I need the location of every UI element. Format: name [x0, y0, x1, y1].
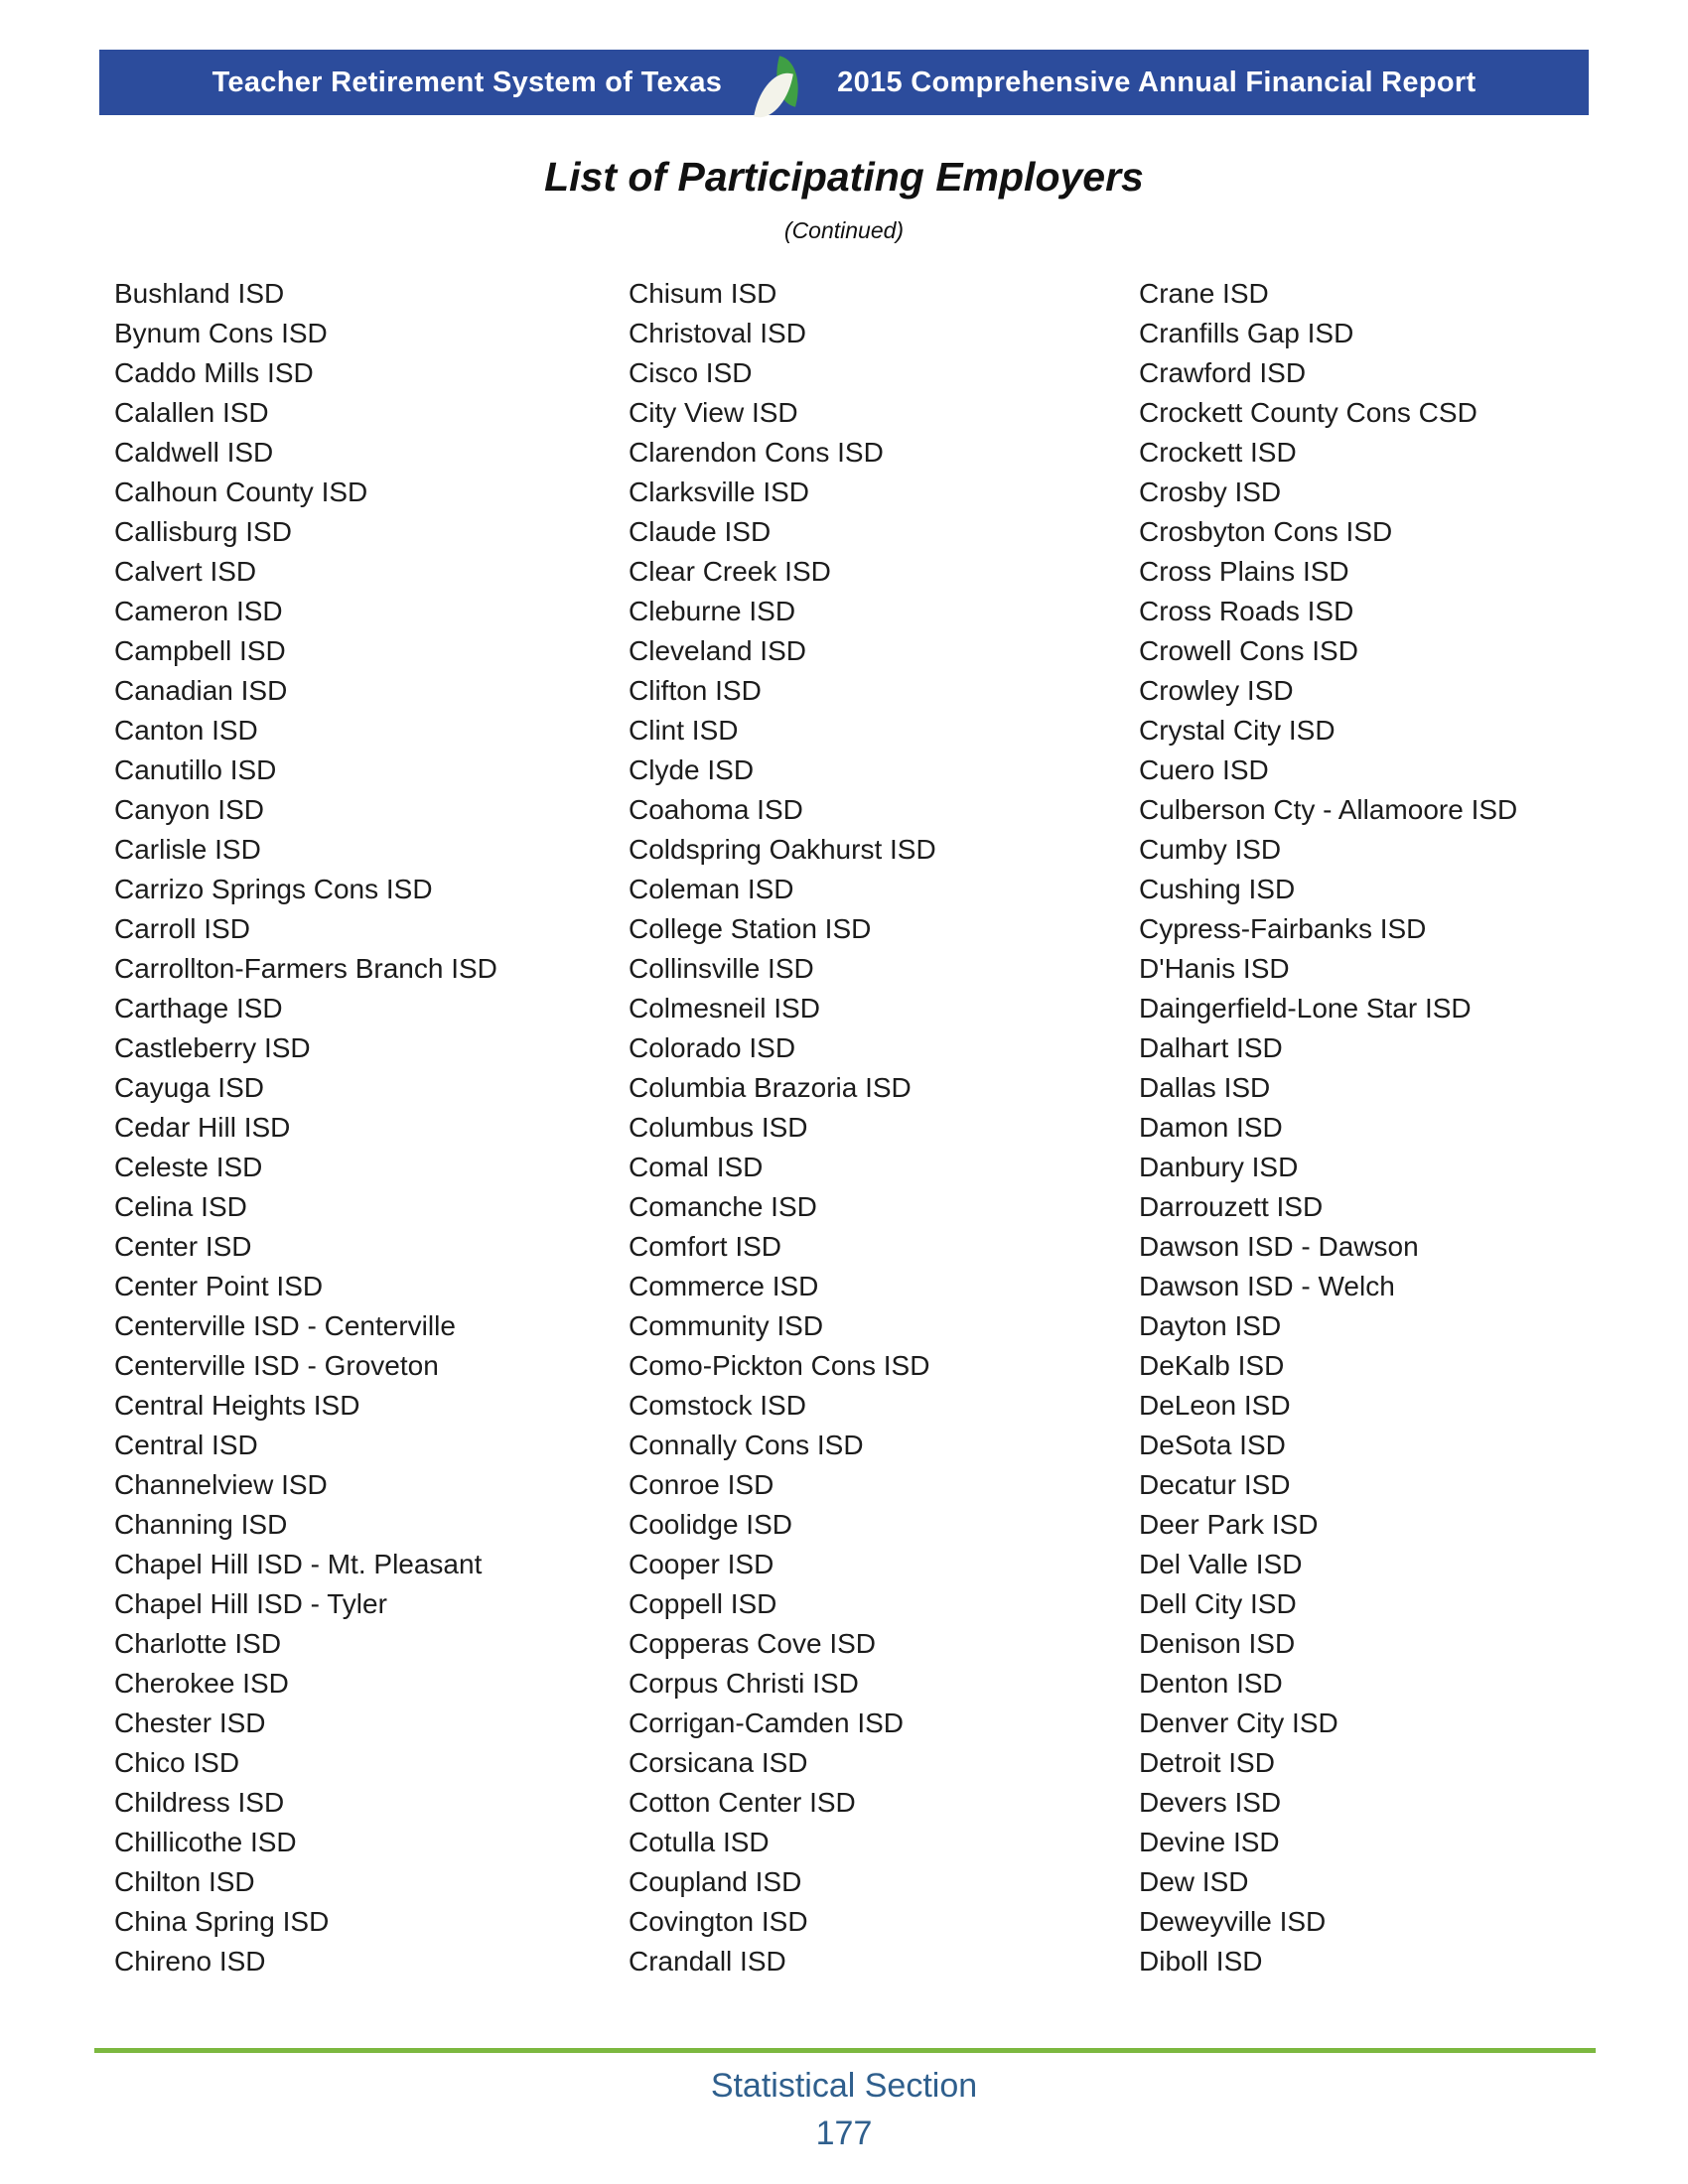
employer-item: Collinsville ISD	[629, 953, 814, 984]
employer-item: City View ISD	[629, 397, 798, 428]
employer-item: Diboll ISD	[1139, 1946, 1263, 1977]
employer-item: Columbia Brazoria ISD	[629, 1072, 912, 1103]
employer-item: Detroit ISD	[1139, 1747, 1275, 1778]
employer-item: DeKalb ISD	[1139, 1350, 1285, 1381]
employer-item: Columbus ISD	[629, 1112, 808, 1143]
footer-section-label: Statistical Section	[710, 2067, 978, 2105]
employer-item: Copperas Cove ISD	[629, 1628, 877, 1659]
employer-item: Cedar Hill ISD	[114, 1112, 291, 1143]
employer-item: Cameron ISD	[114, 596, 283, 626]
employer-item: Chico ISD	[114, 1747, 240, 1778]
employer-item: Clarendon Cons ISD	[629, 437, 884, 468]
employer-item: Decatur ISD	[1139, 1469, 1291, 1500]
employer-item: Connally Cons ISD	[629, 1430, 864, 1460]
employer-item: Carrizo Springs Cons ISD	[114, 874, 433, 904]
employer-item: Childress ISD	[114, 1787, 285, 1818]
employer-item: Crockett ISD	[1139, 437, 1297, 468]
employer-item: Coupland ISD	[629, 1866, 802, 1897]
employer-item: Cleveland ISD	[629, 635, 806, 666]
employer-item: Christoval ISD	[629, 318, 806, 348]
employer-item: Damon ISD	[1139, 1112, 1283, 1143]
employer-item: Dayton ISD	[1139, 1310, 1282, 1341]
footer-divider	[94, 2048, 1596, 2053]
employer-item: Cherokee ISD	[114, 1668, 289, 1699]
employer-item: Chireno ISD	[114, 1946, 266, 1977]
employer-item: Coleman ISD	[629, 874, 794, 904]
employer-item: Crockett County Cons CSD	[1139, 397, 1477, 428]
employer-item: Cayuga ISD	[114, 1072, 264, 1103]
employer-item: Chilton ISD	[114, 1866, 255, 1897]
employer-column-3	[1139, 274, 1517, 1981]
employer-item: Del Valle ISD	[1139, 1549, 1303, 1579]
employer-item: Canyon ISD	[114, 794, 264, 825]
employer-item: Celina ISD	[114, 1191, 247, 1222]
employer-item: Bynum Cons ISD	[114, 318, 328, 348]
employer-item: D'Hanis ISD	[1139, 953, 1290, 984]
employer-item: Coldspring Oakhurst ISD	[629, 834, 936, 865]
employer-item: China Spring ISD	[114, 1906, 330, 1937]
employer-item: Dawson ISD - Welch	[1139, 1271, 1395, 1301]
employer-item: Deer Park ISD	[1139, 1509, 1319, 1540]
employer-item: Coolidge ISD	[629, 1509, 792, 1540]
employer-column-2	[629, 274, 936, 1981]
employer-item: DeSota ISD	[1139, 1430, 1286, 1460]
employer-item: Cypress-Fairbanks ISD	[1139, 913, 1427, 944]
employer-item: Daingerfield-Lone Star ISD	[1139, 993, 1472, 1024]
employer-item: Clint ISD	[629, 715, 739, 746]
leaf-logo-icon	[756, 59, 803, 122]
employer-item: Cuero ISD	[1139, 754, 1269, 785]
employer-item: Devine ISD	[1139, 1827, 1280, 1857]
employer-item: Crowley ISD	[1139, 675, 1294, 706]
employer-item: Cross Plains ISD	[1139, 556, 1349, 587]
employer-item: Chisum ISD	[629, 278, 777, 309]
employer-item: Dawson ISD - Dawson	[1139, 1231, 1419, 1262]
employer-item: Centerville ISD - Groveton	[114, 1350, 439, 1381]
employer-item: Central ISD	[114, 1430, 258, 1460]
employer-item: Crowell Cons ISD	[1139, 635, 1358, 666]
employer-item: Chapel Hill ISD - Tyler	[114, 1588, 387, 1619]
employer-item: Corsicana ISD	[629, 1747, 808, 1778]
employer-item: Colmesneil ISD	[629, 993, 820, 1024]
employer-item: Castleberry ISD	[114, 1032, 311, 1063]
employer-item: Cross Roads ISD	[1139, 596, 1354, 626]
employer-item: Cranfills Gap ISD	[1139, 318, 1354, 348]
employer-item: Cumby ISD	[1139, 834, 1282, 865]
employer-item: Canutillo ISD	[114, 754, 277, 785]
employer-item: Culberson Cty - Allamoore ISD	[1139, 794, 1518, 825]
employer-item: Canton ISD	[114, 715, 258, 746]
employer-item: Caddo Mills ISD	[114, 357, 314, 388]
employer-item: Canadian ISD	[114, 675, 288, 706]
employer-item: Claude ISD	[629, 516, 772, 547]
employer-item: Celeste ISD	[114, 1152, 263, 1182]
employer-item: Comal ISD	[629, 1152, 764, 1182]
footer-page-number: 177	[815, 2115, 873, 2152]
employer-item: Commerce ISD	[629, 1271, 819, 1301]
employer-item: Conroe ISD	[629, 1469, 774, 1500]
employer-item: Dell City ISD	[1139, 1588, 1297, 1619]
employer-item: Danbury ISD	[1139, 1152, 1299, 1182]
employer-item: Center Point ISD	[114, 1271, 324, 1301]
employer-item: Clyde ISD	[629, 754, 755, 785]
employer-item: Community ISD	[629, 1310, 824, 1341]
employer-item: Denver City ISD	[1139, 1707, 1338, 1738]
page-subtitle: (Continued)	[783, 217, 905, 243]
employer-item: Centerville ISD - Centerville	[114, 1310, 456, 1341]
employer-item: Chester ISD	[114, 1707, 266, 1738]
employer-item: Colorado ISD	[629, 1032, 796, 1063]
employer-item: Dallas ISD	[1139, 1072, 1271, 1103]
employer-item: Central Heights ISD	[114, 1390, 360, 1421]
employer-item: Denton ISD	[1139, 1668, 1283, 1699]
employer-item: Carrollton-Farmers Branch ISD	[114, 953, 497, 984]
employer-item: Cotulla ISD	[629, 1827, 770, 1857]
employer-item: Calvert ISD	[114, 556, 257, 587]
employer-item: Crawford ISD	[1139, 357, 1307, 388]
employer-item: Campbell ISD	[114, 635, 286, 666]
employer-item: Cleburne ISD	[629, 596, 796, 626]
page-title: List of Participating Employers	[544, 154, 1144, 200]
header-org-title: Teacher Retirement System of Texas	[211, 66, 723, 98]
employer-item: Crane ISD	[1139, 278, 1269, 309]
employer-item: Clear Creek ISD	[629, 556, 831, 587]
employer-item: Dalhart ISD	[1139, 1032, 1283, 1063]
employer-item: Chapel Hill ISD - Mt. Pleasant	[114, 1549, 483, 1579]
employer-item: Charlotte ISD	[114, 1628, 282, 1659]
employer-item: Corrigan-Camden ISD	[629, 1707, 904, 1738]
header-banner	[99, 50, 1589, 115]
employer-item: Cooper ISD	[629, 1549, 774, 1579]
employer-item: Crystal City ISD	[1139, 715, 1336, 746]
employer-item: Calhoun County ISD	[114, 477, 368, 507]
employer-item: Dew ISD	[1139, 1866, 1249, 1897]
employer-item: Covington ISD	[629, 1906, 808, 1937]
employer-item: Como-Pickton Cons ISD	[629, 1350, 930, 1381]
employer-item: Crosby ISD	[1139, 477, 1282, 507]
employer-item: Caldwell ISD	[114, 437, 274, 468]
employer-item: Comstock ISD	[629, 1390, 806, 1421]
employer-item: Center ISD	[114, 1231, 252, 1262]
employer-column-1	[114, 274, 497, 1981]
employer-item: Cisco ISD	[629, 357, 753, 388]
employer-item: Deweyville ISD	[1139, 1906, 1327, 1937]
employer-item: Crosbyton Cons ISD	[1139, 516, 1393, 547]
employer-item: Coahoma ISD	[629, 794, 803, 825]
employer-item: Coppell ISD	[629, 1588, 777, 1619]
employer-item: Clifton ISD	[629, 675, 762, 706]
employer-item: Cushing ISD	[1139, 874, 1296, 904]
employer-item: Denison ISD	[1139, 1628, 1296, 1659]
employer-item: DeLeon ISD	[1139, 1390, 1291, 1421]
employer-item: Clarksville ISD	[629, 477, 810, 507]
employer-item: Channing ISD	[114, 1509, 288, 1540]
employer-item: Carthage ISD	[114, 993, 283, 1024]
employer-item: Comfort ISD	[629, 1231, 782, 1262]
employer-item: Corpus Christi ISD	[629, 1668, 859, 1699]
employer-item: College Station ISD	[629, 913, 872, 944]
employer-item: Comanche ISD	[629, 1191, 817, 1222]
employer-item: Callisburg ISD	[114, 516, 292, 547]
employer-item: Channelview ISD	[114, 1469, 328, 1500]
employer-item: Bushland ISD	[114, 278, 285, 309]
employer-item: Calallen ISD	[114, 397, 269, 428]
employer-item: Darrouzett ISD	[1139, 1191, 1324, 1222]
employer-item: Chillicothe ISD	[114, 1827, 297, 1857]
employer-item: Devers ISD	[1139, 1787, 1282, 1818]
employer-item: Carlisle ISD	[114, 834, 261, 865]
employer-item: Cotton Center ISD	[629, 1787, 856, 1818]
employer-item: Carroll ISD	[114, 913, 250, 944]
employer-item: Crandall ISD	[629, 1946, 786, 1977]
header-report-title: 2015 Comprehensive Annual Financial Report	[837, 66, 1477, 98]
